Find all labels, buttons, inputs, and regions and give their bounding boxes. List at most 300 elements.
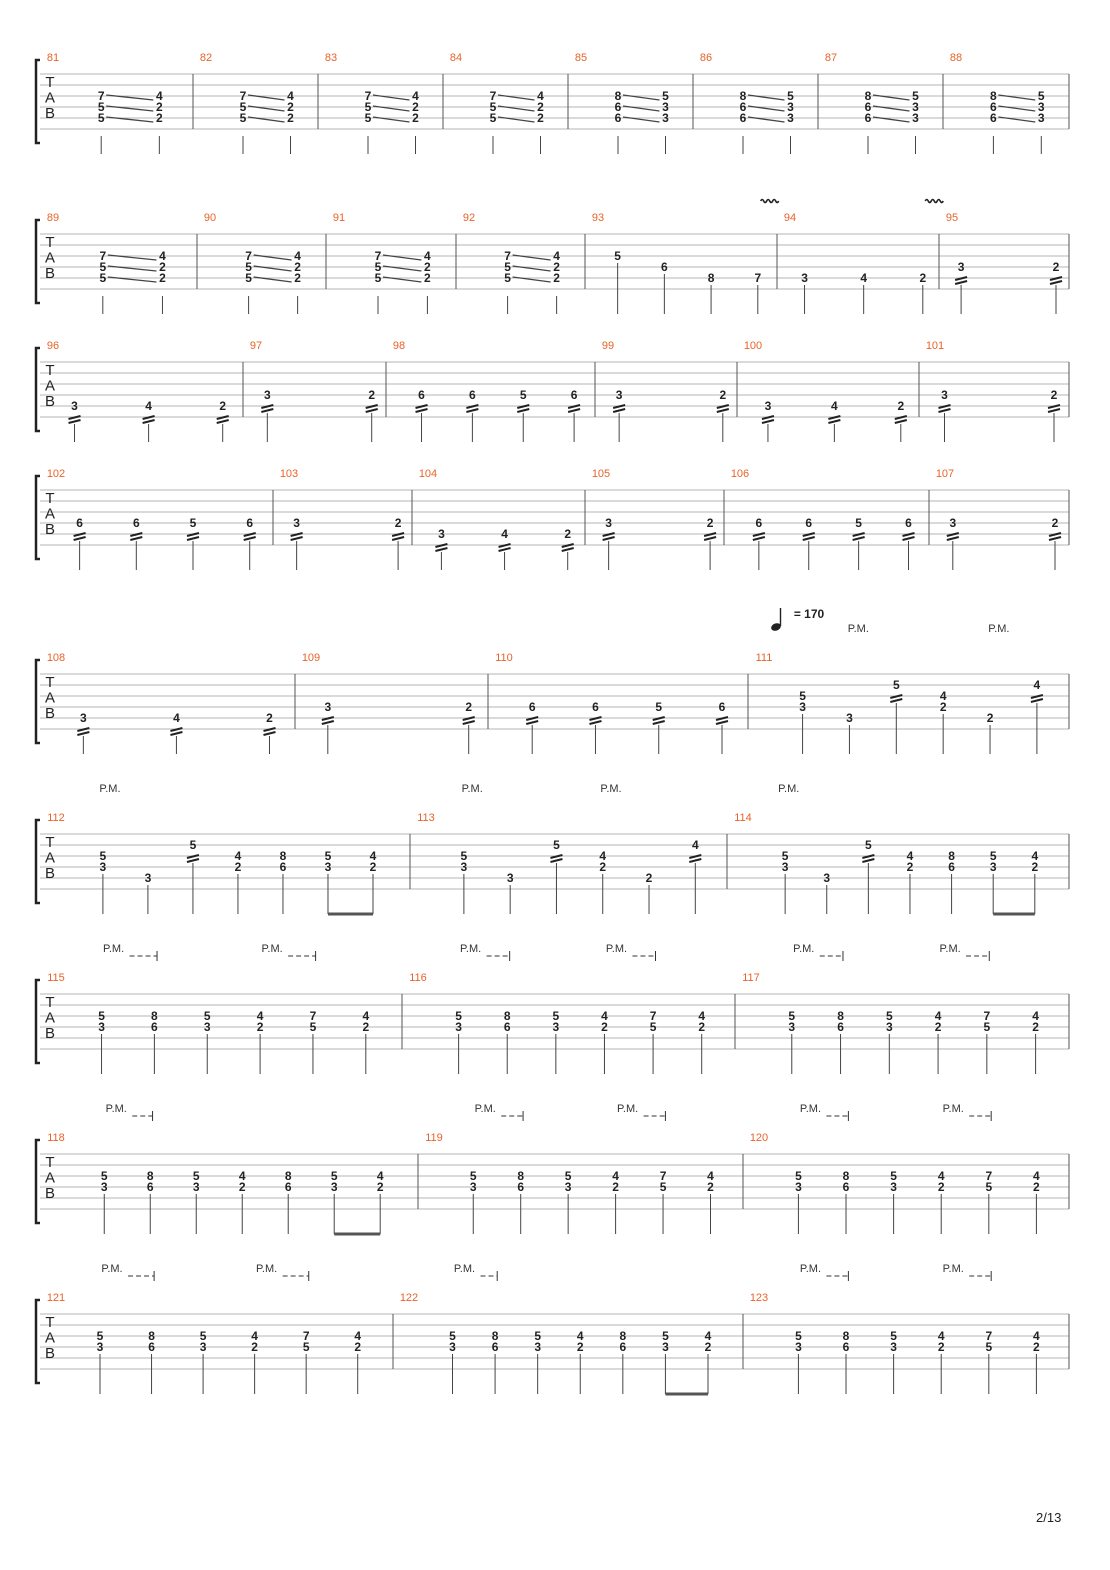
palm-mute-label: P.M. [105,1103,127,1115]
fret-number: 4 [906,849,914,863]
tremolo-slash [955,281,967,284]
measure-86 [700,52,794,154]
fret-number: 2 [707,1180,714,1194]
fret-number: 2 [537,100,544,114]
fret-number: 2 [939,700,947,714]
fret-number: 3 [989,860,997,874]
fret-number: 6 [76,516,83,530]
fret-number: 5 [989,849,997,863]
fret-number: 2 [287,100,294,114]
tab-clef-letter: T [45,674,55,691]
tab-clef-letter: T [45,834,55,851]
palm-mute-label: P.M. [453,1263,476,1275]
measure-101 [926,340,1060,442]
fret-number: 5 [890,1329,897,1343]
tab-clef-letter: B [44,105,56,122]
tremolo-slash [170,732,182,735]
tremolo-slash [74,537,86,540]
tremolo-slash [517,409,529,412]
fret-number: 2 [704,1340,712,1354]
fret-number: 3 [799,700,806,714]
measure-number: 108 [46,652,66,664]
fret-number: 6 [469,388,476,402]
fret-number: 3 [949,516,957,530]
measure-99 [602,340,729,442]
palm-mute-label: P.M. [474,1103,496,1115]
fret-number: 6 [842,1340,850,1354]
system-bracket [36,820,40,903]
fret-number: 8 [948,849,955,863]
fret-number: 2 [234,860,242,874]
fret-number: 5 [519,388,527,402]
measure-88 [950,52,1045,154]
tremolo-slash [1050,281,1062,284]
fret-number: 5 [552,1009,560,1023]
system-bracket [36,220,40,303]
measure-number: 88 [949,52,963,64]
tab-clef-letter: T [45,362,55,379]
fret-number: 6 [619,1340,627,1354]
system-bracket [36,476,40,559]
tremolo-slash [322,721,334,724]
measure-112 [44,783,377,914]
fret-number: 2 [354,1340,362,1354]
fret-number: 5 [985,1340,993,1354]
measure-number: 122 [399,1292,419,1304]
fret-number: 2 [612,1180,619,1194]
fret-number: 2 [394,516,402,530]
palm-mute-label: P.M. [793,943,815,955]
fret-number: 5 [795,1169,802,1183]
system-5 [36,607,1069,754]
measure-number: 89 [46,212,60,224]
fret-number: 7 [985,1329,993,1343]
fret-number: 2 [934,1020,942,1034]
tremolo-slash [853,537,865,540]
measure-100 [744,340,907,442]
fret-number: 5 [649,1020,657,1034]
fret-number: 8 [148,1329,155,1343]
fret-number: 2 [294,260,301,274]
palm-mute-label: P.M. [942,1263,964,1275]
measure-number: 97 [249,340,263,352]
system-3 [36,340,1069,442]
palm-mute-label: P.M. [99,783,121,795]
fret-number: 3 [99,860,107,874]
measure-number: 100 [743,340,763,352]
fret-number: 3 [890,1340,897,1354]
measure-number: 113 [417,812,435,824]
fret-number: 2 [266,711,273,725]
fret-number: 5 [449,1329,456,1343]
measure-number: 91 [332,212,346,224]
tremolo-slash [704,537,716,540]
fret-number: 3 [330,1180,338,1194]
fret-number: 5 [245,271,252,285]
palm-mute-label: P.M. [847,623,869,635]
fret-number: 4 [601,1009,608,1023]
fret-number: 2 [537,111,544,125]
fret-number: 4 [537,89,544,103]
fret-number: 4 [937,1169,945,1183]
fret-number: 2 [937,1340,945,1354]
fret-number: 3 [912,100,919,114]
measure-number: 92 [462,212,476,224]
measure-82 [200,52,294,154]
fret-number: 5 [239,100,247,114]
palm-mute-label: P.M. [101,1263,123,1275]
measure-number: 109 [301,652,321,664]
palm-mute-label: P.M. [942,1103,964,1115]
fret-number: 3 [787,111,794,125]
measure-121 [44,1263,362,1394]
fret-number: 3 [144,871,152,885]
fret-number: 2 [601,1020,608,1034]
measure-number: 117 [742,972,760,984]
fret-number: 5 [364,111,372,125]
fret-number: 5 [455,1009,462,1023]
fret-number: 3 [1037,111,1045,125]
fret-number: 5 [662,1329,669,1343]
fret-number: 3 [764,399,772,413]
measure-number: 94 [783,212,797,224]
measure-103 [280,468,404,570]
fret-number: 4 [354,1329,362,1343]
tremolo-slash [895,420,907,423]
fret-number: 2 [937,1180,945,1194]
fret-number: 2 [1031,860,1039,874]
palm-mute-label: P.M. [256,1263,278,1275]
fret-number: 2 [1033,1180,1040,1194]
measure-96 [44,340,229,442]
fret-number: 6 [905,516,912,530]
fret-number: 3 [438,527,445,541]
fret-number: 6 [718,700,726,714]
fret-number: 5 [985,1180,993,1194]
palm-mute-label: P.M. [461,783,483,795]
fret-number: 4 [369,849,377,863]
fret-number: 5 [324,849,332,863]
fret-number: 8 [146,1169,154,1183]
measure-number: 83 [324,52,338,64]
fret-number: 4 [294,249,301,263]
measure-109 [302,652,475,754]
measure-number: 110 [495,652,513,664]
fret-number: 2 [424,271,431,285]
fret-number: 4 [599,849,607,863]
vibrato-mark [925,200,943,203]
fret-number: 5 [892,678,900,692]
fret-number: 3 [460,860,468,874]
fret-number: 4 [412,89,419,103]
measure-120 [750,1103,1040,1234]
fret-number: 4 [553,249,560,263]
fret-number: 3 [71,399,78,413]
palm-mute-label: P.M. [460,943,482,955]
palm-mute-label: P.M. [939,943,961,955]
measure-113 [417,783,701,914]
system-1 [36,52,1069,154]
fret-number: 7 [239,89,247,103]
system-9 [36,1263,1069,1394]
fret-number: 5 [364,100,372,114]
fret-number: 4 [939,689,947,703]
fret-number: 3 [801,271,808,285]
measure-number: 120 [749,1132,769,1144]
fret-number: 8 [842,1329,850,1343]
system-7 [36,943,1069,1074]
fret-number: 2 [287,111,294,125]
fret-number: 5 [99,260,107,274]
fret-number: 6 [864,111,872,125]
fret-number: 2 [919,271,927,285]
fret-number: 3 [788,1020,796,1034]
fret-number: 2 [1052,260,1060,274]
measure-number: 93 [591,212,605,224]
fret-number: 7 [489,89,497,103]
measure-number: 119 [425,1132,443,1144]
measure-97 [250,340,378,442]
fret-number: 2 [251,1340,258,1354]
fret-number: 3 [552,1020,560,1034]
tab-clef-letter: B [44,865,56,882]
fret-number: 4 [691,838,699,852]
tab-clef-letter: T [45,994,55,1011]
fret-number: 6 [146,1180,154,1194]
measure-number: 81 [46,52,60,64]
tremolo-slash [762,420,774,423]
measure-123 [750,1263,1040,1394]
measure-84 [450,52,544,154]
measure-116 [409,943,705,1074]
tremolo-slash [526,721,538,724]
fret-number: 5 [189,838,197,852]
fret-number: 4 [704,1329,712,1343]
fret-number: 3 [1037,100,1045,114]
measure-number: 116 [409,972,427,984]
fret-number: 4 [707,1169,714,1183]
fret-number: 6 [990,111,997,125]
fret-number: 5 [199,1329,207,1343]
fret-number: 2 [576,1340,584,1354]
tremolo-slash [939,409,951,412]
tremolo-slash [143,420,155,423]
fret-number: 7 [309,1009,317,1023]
fret-number: 2 [1033,1340,1040,1354]
fret-number: 3 [449,1340,456,1354]
measure-number: 101 [925,340,945,352]
tremolo-slash [416,409,428,412]
tab-clef-letter: A [44,89,56,107]
tremolo-slash [753,537,765,540]
measure-91 [333,212,431,314]
measure-number: 90 [203,212,217,224]
measure-105 [592,468,716,570]
fret-number: 4 [251,1329,258,1343]
fret-number: 4 [173,711,180,725]
fret-number: 4 [155,89,163,103]
tremolo-slash [689,859,701,862]
fret-number: 2 [1051,516,1059,530]
palm-mute-label: P.M. [988,623,1010,635]
fret-number: 8 [517,1169,525,1183]
fret-number: 6 [739,100,747,114]
tremolo-slash [613,409,625,412]
fret-number: 5 [203,1009,211,1023]
measure-110 [495,652,728,754]
fret-number: 3 [534,1340,542,1354]
fret-number: 2 [1050,388,1058,402]
measure-number: 103 [279,468,299,480]
measure-number: 99 [601,340,615,352]
measure-87 [825,52,919,154]
fret-number: 2 [599,860,607,874]
fret-number: 3 [263,388,271,402]
fret-number: 2 [706,516,714,530]
measure-119 [425,1103,714,1234]
palm-mute-label: P.M. [616,1103,639,1115]
fret-number: 2 [238,1180,246,1194]
fret-number: 6 [503,1020,511,1034]
fret-number: 3 [781,860,789,874]
fret-number: 4 [860,271,868,285]
measure-number: 104 [418,468,438,480]
tremolo-slash [550,859,562,862]
measure-111 [756,607,1043,754]
measure-number: 82 [199,52,213,64]
fret-number: 3 [293,516,300,530]
fret-number: 3 [615,388,623,402]
fret-number: 4 [576,1329,584,1343]
fret-number: 4 [362,1009,370,1023]
measure-83 [325,52,419,154]
fret-number: 5 [553,838,560,852]
tab-clef-letter: A [44,505,56,523]
fret-number: 4 [1033,1169,1040,1183]
fret-number: 8 [279,849,287,863]
palm-mute-label: P.M. [600,783,622,795]
tremolo-slash [1031,699,1043,702]
fret-number: 4 [159,249,166,263]
fret-number: 5 [469,1169,477,1183]
fret-number: 3 [662,1340,669,1354]
fret-number: 8 [614,89,622,103]
fret-number: 8 [503,1009,511,1023]
fret-number: 6 [614,100,622,114]
fret-number: 5 [239,111,247,125]
tab-clef-letter: B [44,1025,56,1042]
measure-95 [946,212,1062,314]
tremolo-slash [291,537,303,540]
fret-number: 8 [619,1329,627,1343]
fret-number: 5 [912,89,919,103]
fret-number: 3 [823,871,831,885]
measure-number: 112 [47,812,65,824]
fret-number: 5 [1037,89,1045,103]
fret-number: 4 [501,527,508,541]
fret-number: 3 [957,260,965,274]
fret-number: 2 [256,1020,264,1034]
palm-mute-label: P.M. [261,943,283,955]
tremolo-slash [828,420,840,423]
fret-number: 3 [455,1020,462,1034]
tremolo-slash [130,537,142,540]
fret-number: 7 [659,1169,667,1183]
fret-number: 7 [983,1009,991,1023]
fret-number: 2 [698,1020,706,1034]
fret-number: 2 [155,111,163,125]
fret-number: 5 [330,1169,338,1183]
tremolo-slash [947,537,959,540]
tremolo-slash [1048,409,1060,412]
measure-number: 118 [47,1132,65,1144]
fret-number: 4 [256,1009,264,1023]
fret-number: 4 [287,89,294,103]
tab-clef-letter: A [44,849,56,867]
system-8 [36,1103,1069,1234]
measure-92 [463,212,560,314]
fret-number: 5 [100,1169,108,1183]
measure-number: 115 [47,972,65,984]
measure-number: 87 [824,52,838,64]
tremolo-slash [217,420,229,423]
fret-number: 6 [990,100,997,114]
measure-number: 106 [730,468,750,480]
fret-number: 7 [649,1009,657,1023]
fret-number: 5 [302,1340,310,1354]
fret-number: 2 [155,100,163,114]
fret-number: 4 [698,1009,706,1023]
fret-number: 7 [504,249,511,263]
fret-number: 8 [284,1169,292,1183]
fret-number: 8 [990,89,997,103]
fret-number: 5 [245,260,252,274]
fret-number: 2 [1032,1020,1039,1034]
fret-number: 6 [284,1180,292,1194]
fret-number: 3 [787,100,794,114]
tab-clef-letter: B [44,265,56,282]
tab-clef-letter: B [44,521,56,538]
fret-number: 4 [1033,678,1041,692]
fret-number: 3 [192,1180,200,1194]
fret-number: 3 [324,860,332,874]
fret-number: 4 [612,1169,619,1183]
fret-number: 4 [937,1329,945,1343]
fret-number: 2 [906,860,914,874]
system-2 [36,200,1069,315]
measure-number: 96 [46,340,60,352]
fret-number: 5 [189,516,197,530]
fret-number: 5 [99,271,107,285]
tremolo-slash [392,537,404,540]
tremolo-slash [903,537,915,540]
fret-number: 7 [245,249,252,263]
fret-number: 3 [564,1180,572,1194]
fret-number: 2 [553,271,560,285]
measure-number: 107 [935,468,955,480]
tremolo-slash [568,409,580,412]
fret-number: 3 [662,100,669,114]
vibrato-mark [761,200,779,203]
fret-number: 5 [97,111,105,125]
fret-number: 2 [412,100,419,114]
measure-114 [734,783,1038,914]
fret-number: 6 [805,516,813,530]
fret-number: 5 [489,111,497,125]
fret-number: 6 [592,700,599,714]
measure-94 [784,200,943,315]
fret-number: 2 [424,260,431,274]
